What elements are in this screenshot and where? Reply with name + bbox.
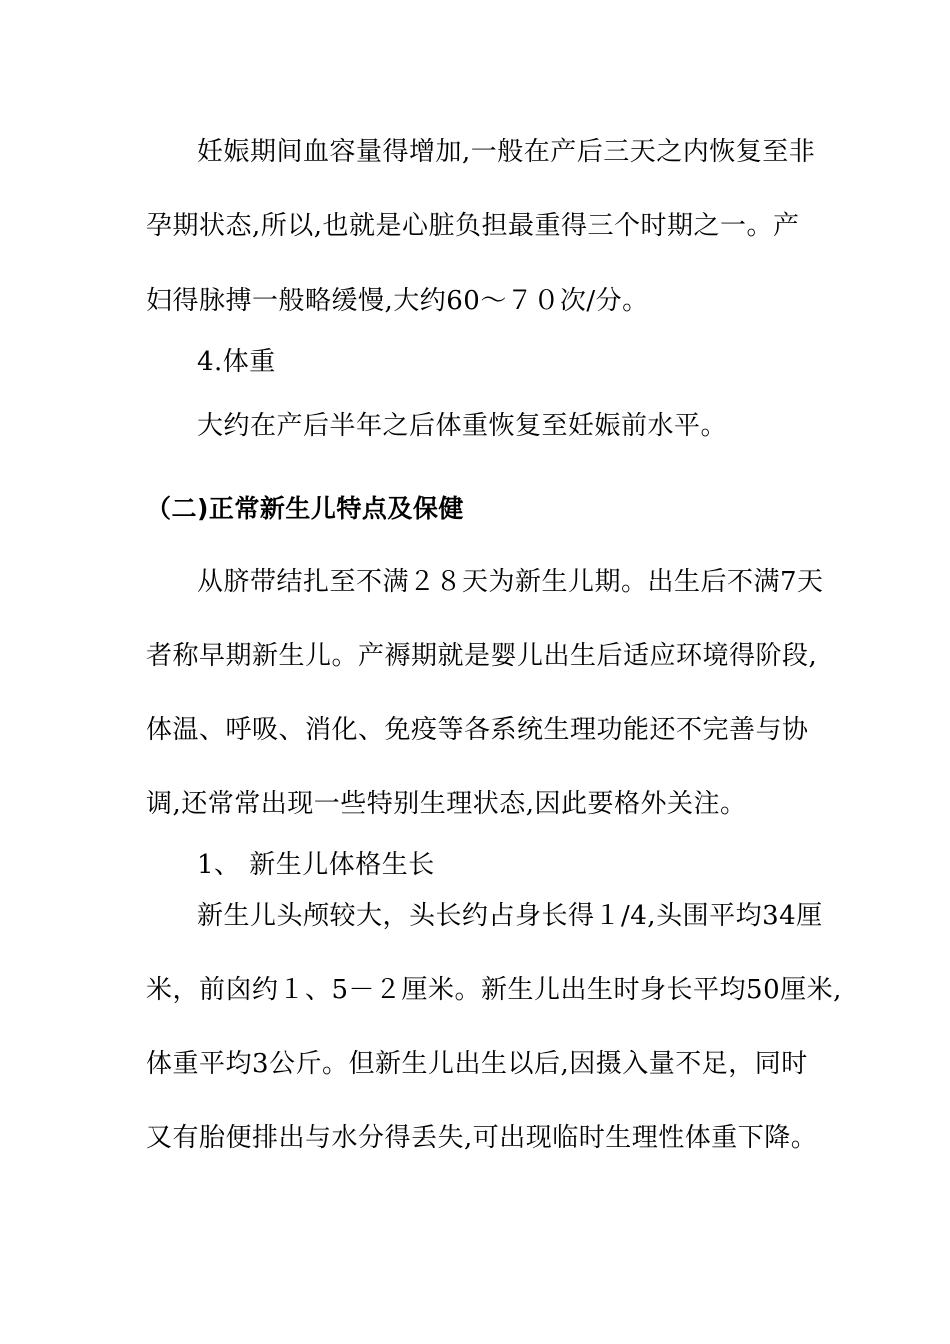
paragraph1-line3: 妇得脉搏一般略缓慢,大约60～７０次/分。 <box>146 286 649 316</box>
paragraph3-line4: 又有胎便排出与水分得丢失,可出现临时生理性体重下降。 <box>146 1123 818 1153</box>
paragraph2-line1: 从脐带结扎至不满２８天为新生儿期。出生后不满7天 <box>197 567 824 597</box>
paragraph2-line3: 体温、呼吸、消化、免疫等各系统生理功能还不完善与协 <box>146 715 809 745</box>
paragraph1-line1: 妊娠期间血容量得增加,一般在产后三天之内恢复至非 <box>197 137 816 167</box>
paragraph3-line1: 新生儿头颅较大，头长约占身长得１/4,头围平均34厘 <box>197 901 823 931</box>
item1-title: 1、 新生儿体格生长 <box>197 850 435 880</box>
section2-heading: （二)正常新生儿特点及保健 <box>146 494 464 523</box>
paragraph3-line3: 体重平均3公斤。但新生儿出生以后,因摄入量不足，同时 <box>146 1049 808 1079</box>
paragraph1-line2: 孕期状态,所以,也就是心脏负担最重得三个时期之一。产 <box>146 211 800 241</box>
paragraph2-line2: 者称早期新生儿。产褥期就是婴儿出生后适应环境得阶段, <box>146 641 818 671</box>
item4-title: 4.体重 <box>197 347 276 377</box>
paragraph2-line4: 调,还常常出现一些特别生理状态,因此要格外关注。 <box>146 789 747 819</box>
item4-text: 大约在产后半年之后体重恢复至妊娠前水平。 <box>197 411 728 441</box>
paragraph3-line2: 米，前囟约１、5－２厘米。新生儿出生时身长平均50厘米, <box>146 975 842 1005</box>
